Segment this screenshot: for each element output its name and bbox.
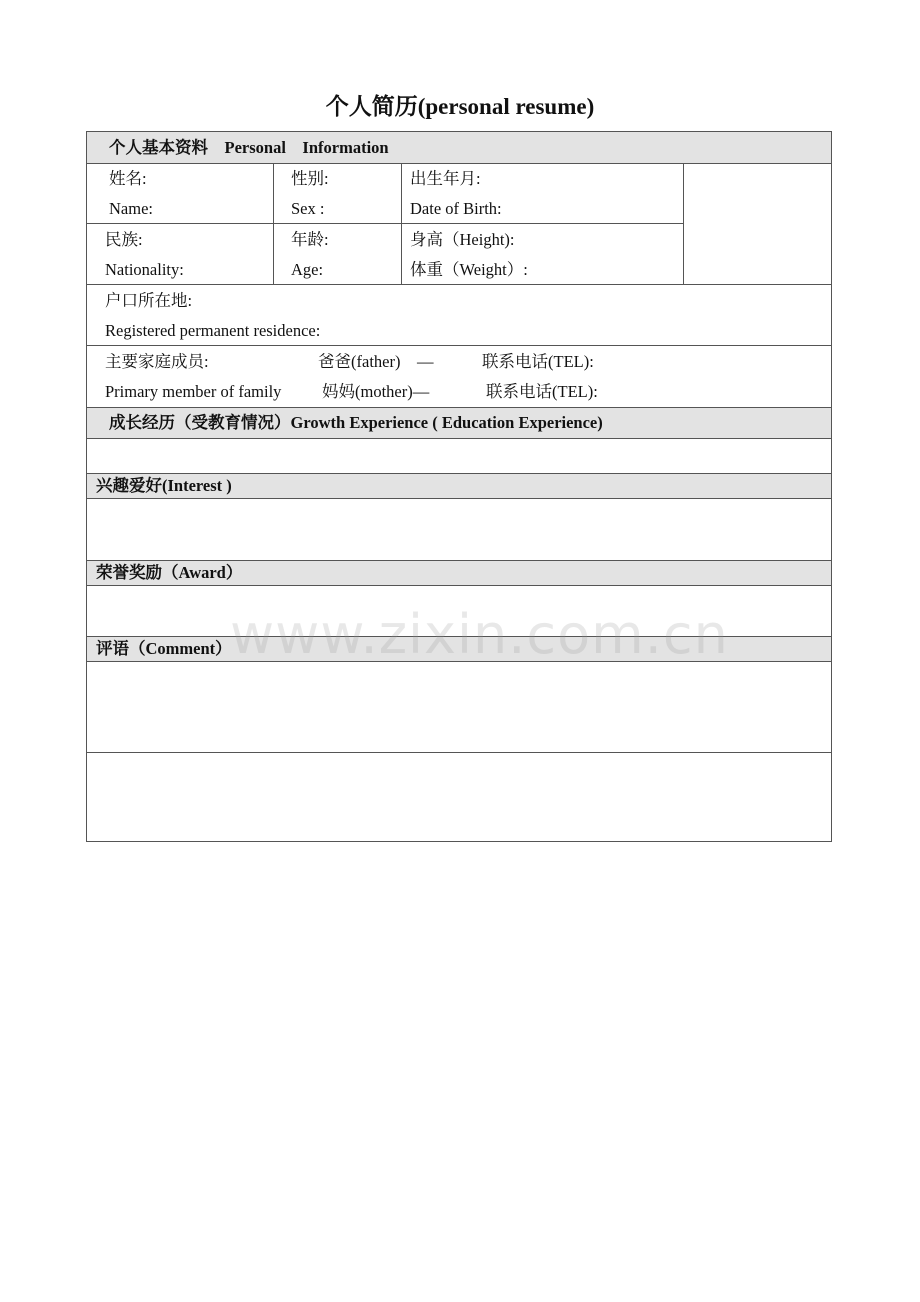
age-label-cn: 年龄: (291, 230, 329, 249)
page-title: 个人简历(personal resume) (325, 94, 595, 119)
section-title-personal-info: 个人基本资料 Personal Information (109, 138, 389, 157)
sex-label-en: Sex : (291, 199, 325, 218)
name-label-cn: 姓名: (109, 169, 147, 188)
nationality-label-en: Nationality: (105, 260, 184, 279)
divider (87, 407, 831, 408)
nationality-label-cn: 民族: (105, 230, 143, 249)
height-label: 身高（Height): (410, 230, 515, 249)
family-label-en: Primary member of family (105, 382, 282, 401)
weight-label: 体重（Weight）: (410, 260, 528, 279)
divider (87, 223, 683, 224)
divider (87, 498, 831, 499)
section-title-growth: 成长经历（受教育情况）Growth Experience ( Education Experience) (109, 413, 603, 432)
sex-label-cn: 性别: (291, 169, 329, 188)
divider (87, 284, 831, 285)
photo-box-border (683, 163, 684, 284)
resume-form (86, 131, 832, 842)
section-title-award: 荣誉奖励（Award） (96, 563, 243, 582)
divider (87, 345, 831, 346)
father-tel-label: 联系电话(TEL): (482, 352, 594, 371)
divider (87, 438, 831, 439)
section-title-comment: 评语（Comment） (96, 639, 232, 658)
mother-tel-label: 联系电话(TEL): (486, 382, 598, 401)
divider (273, 163, 274, 284)
dob-label-cn: 出生年月: (410, 169, 481, 188)
section-title-interest: 兴趣爱好(Interest ) (96, 476, 232, 495)
divider (87, 752, 831, 753)
name-label-en: Name: (109, 199, 153, 218)
family-label-cn: 主要家庭成员: (105, 352, 209, 371)
watermark: www.zixin.com.cn (230, 603, 729, 666)
divider (87, 560, 831, 561)
father-label: 爸爸(father) — (318, 352, 434, 371)
divider (87, 585, 831, 586)
divider (401, 163, 402, 284)
residence-label-cn: 户口所在地: (105, 291, 193, 310)
dob-label-en: Date of Birth: (410, 199, 502, 218)
divider (87, 163, 831, 164)
residence-label-en: Registered permanent residence: (105, 321, 321, 340)
mother-label: 妈妈(mother)— (322, 382, 430, 401)
age-label-en: Age: (291, 260, 324, 279)
divider (87, 473, 831, 474)
